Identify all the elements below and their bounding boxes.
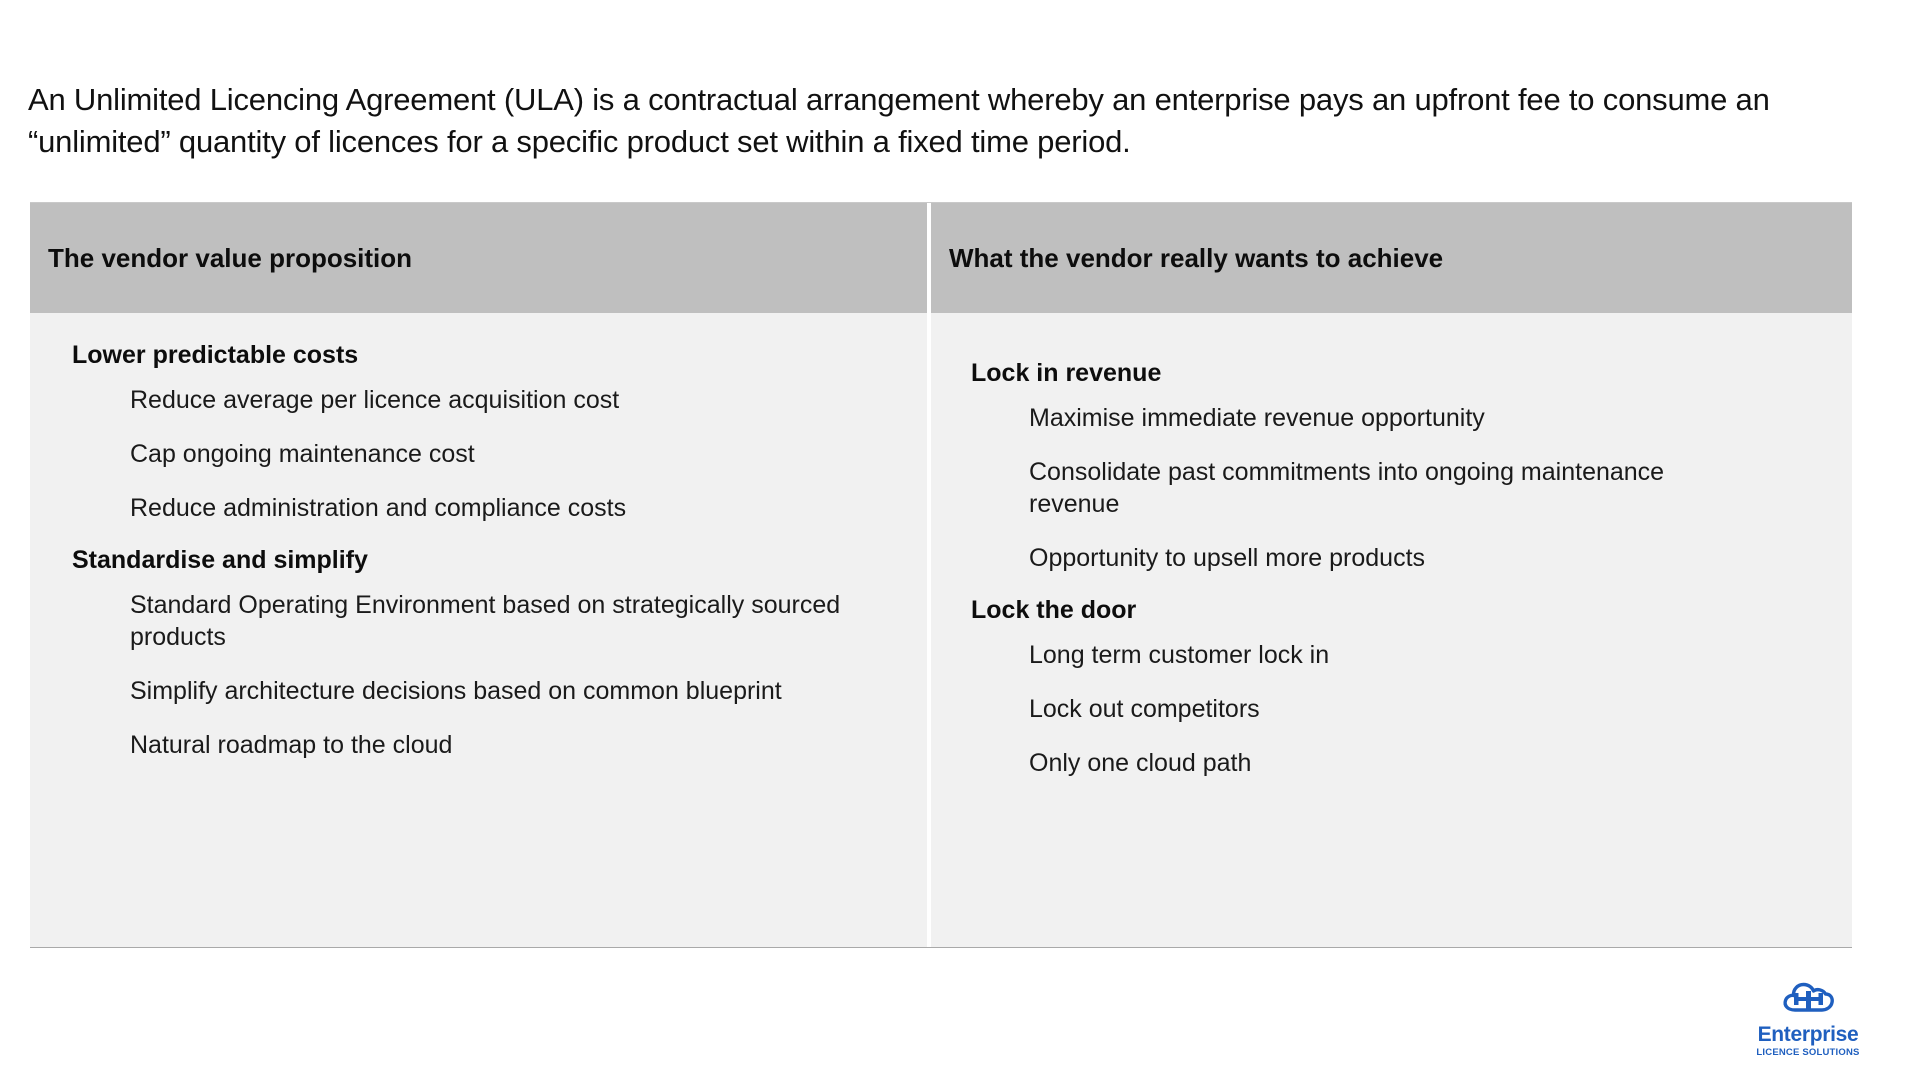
table-header-left: The vendor value proposition bbox=[48, 242, 413, 273]
logo-name: Enterprise bbox=[1757, 1023, 1859, 1046]
list-item: Cap ongoing maintenance cost bbox=[130, 440, 475, 468]
list-item: Only one cloud path bbox=[1029, 749, 1252, 777]
logo-subtitle: LICENCE SOLUTIONS bbox=[1756, 1047, 1860, 1058]
list-item: Natural roadmap to the cloud bbox=[130, 731, 453, 759]
list-item: Simplify architecture decisions based on common blueprint bbox=[130, 677, 782, 705]
cloud-network-icon bbox=[1781, 976, 1835, 1022]
table-body-row bbox=[30, 313, 1852, 947]
list-item: Long term customer lock in bbox=[1029, 641, 1330, 669]
group-title: Standardise and simplify bbox=[72, 546, 368, 574]
group-standardise-and-simplify bbox=[48, 546, 899, 761]
group-title: Lock the door bbox=[971, 596, 1137, 624]
intro-paragraph: An Unlimited Licencing Agreement (ULA) is a contractual arrangement whereby an enterprise pays an upfront fee to consume an “unlimited” quantity of licences for a specific product set within a fixed time period. bbox=[28, 82, 1770, 159]
comparison-table bbox=[30, 202, 1852, 948]
group-lock-the-door bbox=[949, 596, 1824, 779]
company-logo bbox=[1748, 976, 1868, 1058]
list-item: Reduce administration and compliance costs bbox=[130, 494, 627, 522]
table-header-row bbox=[30, 203, 1852, 313]
table-cell-vendor-value-proposition bbox=[30, 313, 927, 947]
group-title: Lock in revenue bbox=[971, 359, 1162, 387]
list-item: Lock out competitors bbox=[1029, 695, 1260, 723]
table-header-right: What the vendor really wants to achieve bbox=[927, 203, 1852, 313]
list-item: Reduce average per licence acquisition cost bbox=[130, 386, 620, 414]
list-item: Standard Operating Environment based on strategically sourced products bbox=[130, 591, 841, 651]
group-lower-predictable-costs bbox=[48, 341, 899, 524]
group-lock-in-revenue bbox=[949, 359, 1824, 574]
group-title: Lower predictable costs bbox=[72, 341, 359, 369]
list-item: Maximise immediate revenue opportunity bbox=[1029, 404, 1485, 432]
list-item: Consolidate past commitments into ongoing maintenance revenue bbox=[1029, 458, 1665, 518]
table-cell-vendor-real-goals bbox=[927, 313, 1852, 947]
list-item: Opportunity to upsell more products bbox=[1029, 544, 1426, 572]
